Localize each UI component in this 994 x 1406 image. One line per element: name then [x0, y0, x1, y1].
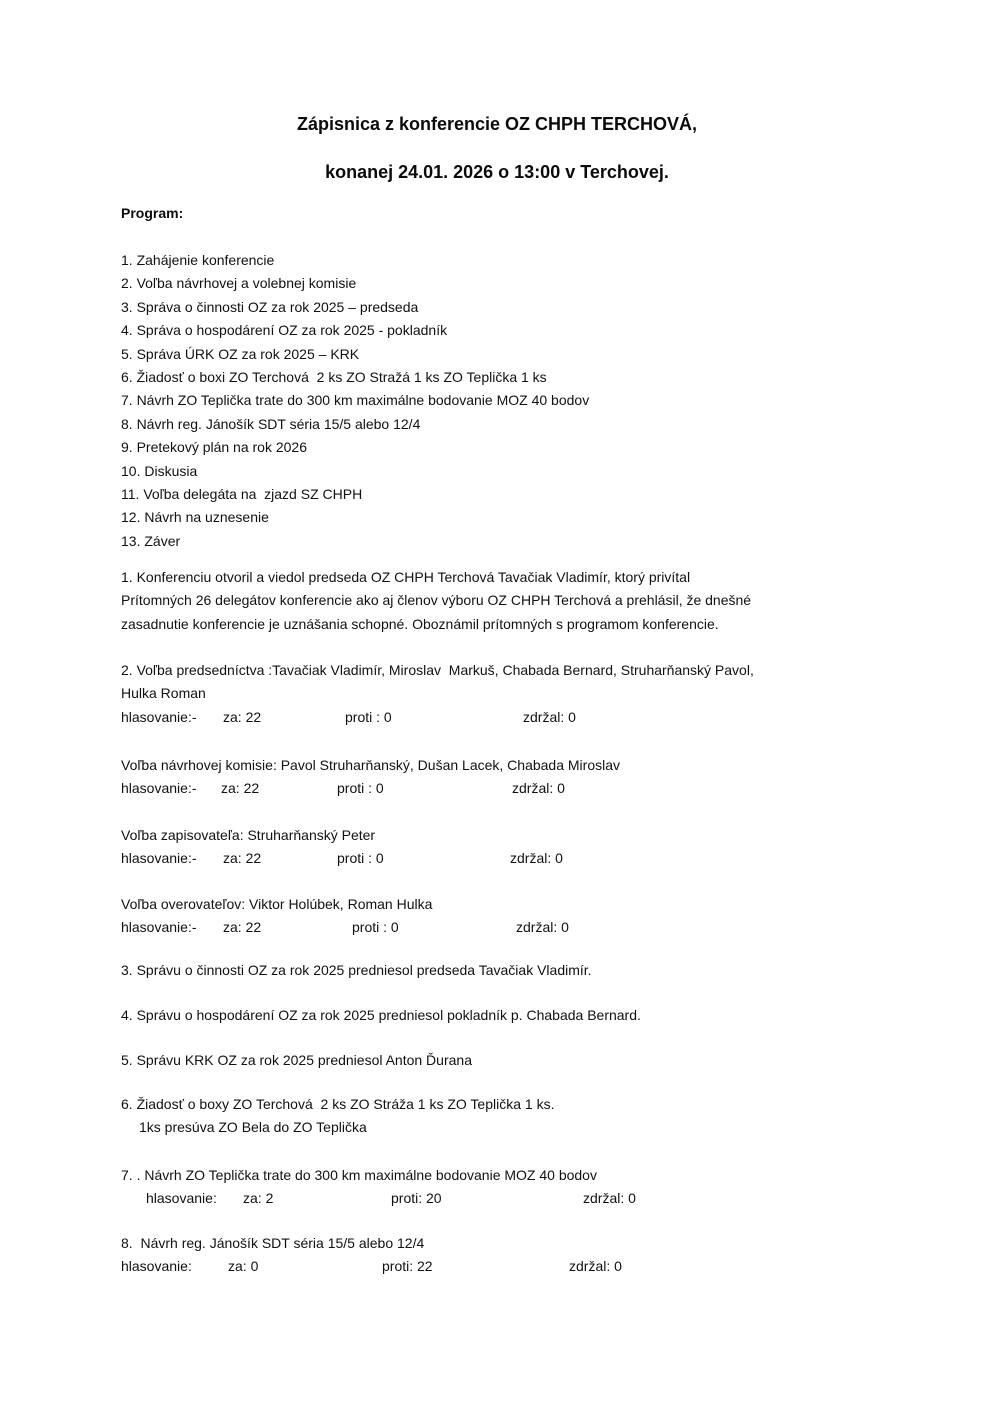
vote-label: hlasovanie:-	[121, 780, 197, 797]
vote-zdrzal: zdržal: 0	[569, 1258, 622, 1275]
vote-zdrzal: zdržal: 0	[583, 1190, 636, 1207]
vote-label: hlasovanie:-	[121, 850, 197, 867]
vote-zdrzal: zdržal: 0	[523, 708, 576, 725]
paragraph-line: 2. Voľba predsedníctva :Tavačiak Vladimír, Miroslav Markuš, Chabada Bernard, Struharňanský Pavol,	[121, 662, 754, 678]
program-item: 2. Voľba návrhovej a volebnej komisie	[121, 275, 357, 292]
section-3	[121, 959, 592, 982]
program-item: 8. Návrh reg. Jánošík SDT séria 15/5 alebo 12/4	[121, 415, 421, 432]
vote-line-presidium	[121, 706, 921, 729]
vote-line-minutes-taker	[121, 847, 921, 870]
paragraph-line: 3. Správu o činnosti OZ za rok 2025 predniesol predseda Tavačiak Vladimír.	[121, 962, 592, 978]
program-item: 5. Správa ÚRK OZ za rok 2025 – KRK	[121, 345, 360, 362]
program-item: 3. Správa o činnosti OZ za rok 2025 – predseda	[121, 298, 419, 315]
program-heading: Program:	[121, 205, 184, 221]
paragraph-line: Voľba overovateľov: Viktor Holúbek, Roman Hulka	[121, 896, 433, 912]
vote-za: za: 22	[223, 919, 262, 936]
program-item: 9. Pretekový plán na rok 2026	[121, 439, 308, 456]
vote-za: za: 22	[223, 708, 262, 725]
document-title-line-2: konanej 24.01. 2026 o 13:00 v Terchovej.	[325, 162, 669, 182]
section-verifiers	[121, 893, 921, 940]
vote-line-section-7	[121, 1187, 921, 1210]
paragraph-line: Prítomných 26 delegátov konferencie ako aj členov výboru OZ CHPH Terchová a prehlásil, že dnešné	[121, 592, 752, 609]
vote-za: za: 0	[228, 1258, 259, 1275]
vote-label: hlasovanie:-	[121, 919, 197, 936]
vote-zdrzal: zdržal: 0	[516, 919, 569, 936]
section-5	[121, 1049, 472, 1072]
section-minutes-taker	[121, 824, 921, 871]
vote-proti: proti : 0	[337, 780, 384, 797]
program-item: 7. Návrh ZO Teplička trate do 300 km maximálne bodovanie MOZ 40 bodov	[121, 392, 590, 409]
paragraph-line: 8. Návrh reg. Jánošík SDT séria 15/5 alebo 12/4	[121, 1235, 425, 1251]
section-1-paragraph	[121, 566, 751, 636]
vote-line-section-8	[121, 1255, 921, 1278]
section-7	[121, 1164, 921, 1211]
program-item: 4. Správa o hospodárení OZ za rok 2025 - pokladník	[121, 322, 448, 339]
section-proposal-committee	[121, 754, 921, 801]
paragraph-line: Voľba zapisovateľa: Struharňanský Peter	[121, 827, 376, 843]
section-6	[121, 1093, 554, 1140]
vote-za: za: 2	[243, 1190, 274, 1207]
paragraph-line: 5. Správu KRK OZ za rok 2025 predniesol Anton Ďurana	[121, 1052, 472, 1068]
vote-proti: proti: 22	[382, 1258, 433, 1275]
program-item: 11. Voľba delegáta na zjazd SZ CHPH	[121, 486, 363, 503]
section-4	[121, 1004, 641, 1027]
vote-proti: proti : 0	[337, 850, 384, 867]
vote-za: za: 22	[223, 850, 262, 867]
vote-line-verifiers	[121, 916, 921, 939]
vote-line-proposal-committee	[121, 777, 921, 800]
paragraph-line: 4. Správu o hospodárení OZ za rok 2025 predniesol pokladník p. Chabada Bernard.	[121, 1007, 641, 1023]
program-item: 10. Diskusia	[121, 462, 198, 479]
vote-label: hlasovanie:	[146, 1190, 217, 1207]
paragraph-line: Hulka Roman	[121, 685, 206, 702]
paragraph-line: 1ks presúva ZO Bela do ZO Teplička	[139, 1119, 367, 1136]
document-title-line-1: Zápisnica z konferencie OZ CHPH TERCHOVÁ,	[296, 114, 698, 134]
paragraph-line: zasadnutie konferencie je uznášania schopné. Oboznámil prítomných s programom konferencie.	[121, 615, 719, 632]
paragraph-line: 6. Žiadosť o boxy ZO Terchová 2 ks ZO Stráža 1 ks ZO Teplička 1 ks.	[121, 1096, 555, 1112]
program-item: 6. Žiadosť o boxi ZO Terchová 2 ks ZO Stražá 1 ks ZO Teplička 1 ks	[121, 369, 547, 386]
program-list	[121, 249, 589, 553]
paragraph-line: Voľba návrhovej komisie: Pavol Struharňanský, Dušan Lacek, Chabada Miroslav	[121, 757, 621, 773]
vote-zdrzal: zdržal: 0	[510, 850, 563, 867]
vote-proti: proti : 0	[345, 708, 392, 725]
section-2-presidium	[121, 659, 921, 729]
section-8	[121, 1232, 921, 1279]
vote-label: hlasovanie:-	[121, 708, 197, 725]
program-item: 13. Záver	[121, 532, 181, 549]
paragraph-line: 1. Konferenciu otvoril a viedol predseda OZ CHPH Terchová Tavačiak Vladimír, ktorý privítal	[121, 569, 691, 585]
program-item: 1. Zahájenie konferencie	[121, 252, 275, 268]
program-item: 12. Návrh na uznesenie	[121, 509, 269, 526]
paragraph-line: 7. . Návrh ZO Teplička trate do 300 km maximálne bodovanie MOZ 40 bodov	[121, 1167, 597, 1183]
vote-proti: proti : 0	[352, 919, 399, 936]
vote-za: za: 22	[221, 780, 260, 797]
vote-zdrzal: zdržal: 0	[512, 780, 565, 797]
vote-proti: proti: 20	[391, 1190, 442, 1207]
vote-label: hlasovanie:	[121, 1258, 192, 1275]
